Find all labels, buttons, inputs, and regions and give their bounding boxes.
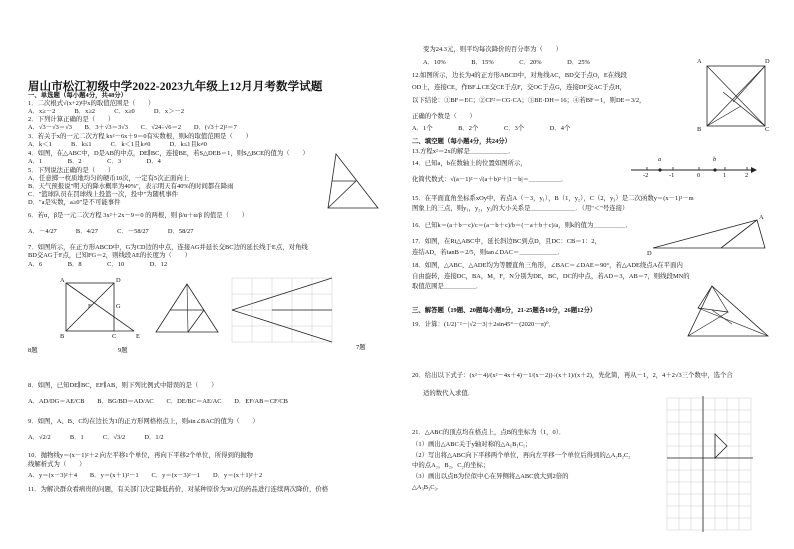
option-line: A．k＜1 B．k≤1 C．k＜1且k≠0 D．k≤1且k≠0 xyxy=(28,141,207,148)
option-line: A．y＝(x－3)²＋4 B．y＝(x＋1)²－1 C．y＝(x－3)²－1 D．y＝(x＋1)²＋2 xyxy=(28,472,263,479)
question-line: 16．已知k＝(a＋b－c)/c＝(a－b＋c)/b＝(－a＋b＋c)/a，则k的值为＿＿＿＿＿． xyxy=(412,222,632,229)
q17-figure xyxy=(649,216,769,256)
label: 1 xyxy=(723,172,727,179)
label: A xyxy=(697,58,702,65)
question-line: 线解析式为（ ） xyxy=(28,461,86,468)
option-line: A．任意掷一枚质地均匀的硬币10次，一定有5次正面向上 xyxy=(28,175,190,182)
question-line: 7．如图所示，在正方形ABCD中，G为CD边的中点，连接AG并延长交BC边的延长线于E点，对角线 xyxy=(28,244,308,251)
option-line: A．－4/27 B．4/27 C．－58/27 D．58/27 xyxy=(28,228,194,235)
question-line: 变为24.3元，则平均每次降价的百分率为（ ） xyxy=(423,46,562,53)
section-heading: 一、单选题（每小题4分，共48分） xyxy=(28,92,128,99)
option-line: D．"a是实数，a≥0"是不可能事件 xyxy=(28,199,121,206)
label: B xyxy=(697,126,702,133)
question-line: 15．在平面直角坐标系xOy中，若点A（－3，y₁），B（1，y₂），C（2，y₃）是二次函数y＝(x－1)²－m xyxy=(412,195,694,202)
option-line: B．天气预报说"明天的降水概率为40%"，表示明天有40%的时间都在降雨 xyxy=(28,183,234,190)
q9-figure xyxy=(232,278,342,344)
option-line: A．x≥－2 B．x≥2 C．x≥0 D．x＞－2 xyxy=(28,108,185,115)
question-line: 14．已知a，b在数轴上的位置如图所示， xyxy=(412,160,527,167)
question-line: 8．如图，已知DE∥BC，EF∥AB，则下列比例式中错误的是（ ） xyxy=(28,382,218,389)
option-line: A．6 B．8 C．10 D．12 xyxy=(28,261,168,268)
question-line: 2．下列计算正确的是（ ） xyxy=(28,116,115,123)
label: -2 xyxy=(643,172,649,179)
label: D xyxy=(647,250,652,257)
label: C xyxy=(765,126,770,133)
option-line: C．"篮球队员在罚球线上投篮一次，投中"为随机事件 xyxy=(28,191,179,198)
q21-coordinate-grid xyxy=(667,398,757,538)
question-line: （2）写出将△ABC向下平移两个单位，再向左平移一个单位后得到的△A₂B₂C₂ xyxy=(412,452,631,459)
question-line: 17．如图，在Rt△ABC中，延长斜边BC到点D，且DC：CB＝1：2， xyxy=(412,238,601,245)
figure-tag: 8题 xyxy=(28,347,38,354)
question-line: BD交AG于F点，已知FG＝2，则线段AE的长度为（ ） xyxy=(28,252,191,259)
label: D xyxy=(116,277,121,284)
question-line: OD上，连接CE，作BF⊥CE交CE于点F，交OC于点G，连接DF交AC于点H， xyxy=(412,84,627,91)
q8-figure xyxy=(152,280,222,340)
label: E xyxy=(136,333,140,340)
q7-figure xyxy=(58,275,138,347)
label: F xyxy=(88,303,92,310)
question-line: 10．抛物线y＝(x－1)²＋2 向左平移1个单位，再向下平移2个单位，所得到的抛物 xyxy=(28,452,254,459)
option-line: A．10% B．15% C．20% D．25% xyxy=(423,59,590,66)
question-line: 20．给出以下式子：(x²－4)/(x²－4x＋4)－1/(x－2))÷(x＋1)/(x＋2)，先化简，再从－1，2，4＋2√3三个数中，选个合 xyxy=(412,372,733,379)
label: a xyxy=(658,156,662,163)
option-line: A．√2/2 B．1 C．√3/2 D．1/2 xyxy=(28,434,164,441)
option-line: A．1个 B．2个 C．3个 D．4个 xyxy=(412,125,571,132)
option-line: A．1 B．2 C．3 D．4 xyxy=(28,158,161,165)
question-line: 9．如图，A、B、C均在边长为1的正方形网格格点上，则sin∠BAC的值为（ ） xyxy=(28,418,259,425)
q4-figure xyxy=(322,150,382,214)
label: A xyxy=(759,214,764,221)
question-line: 19．计算：(1/2)⁻²－|√2－3|＋2sin45°－(2020－π)⁰． xyxy=(412,321,555,328)
section-heading: 二、填空题（每小题4分，共24分） xyxy=(412,138,512,145)
label: B xyxy=(60,333,65,340)
figure-tag: 9题 xyxy=(118,347,128,354)
label: -1 xyxy=(669,172,675,179)
question-line: 取值范围是＿＿＿＿＿． xyxy=(412,283,483,290)
question-line: 适的数代入求值． xyxy=(423,390,475,397)
section-heading: 三、解答题（19题、20题每小题8分，21-25题各10分，26题12分） xyxy=(412,307,597,314)
question-line: 13.方程x²＝2x的解是＿＿＿＿＿＿． xyxy=(412,148,515,155)
option-line: A．√3－√3＝√3 B．3＋√3＝3√3 C．√24÷√6＝2 D．(√3＋2)²＝7 xyxy=(28,124,237,131)
q18-figure xyxy=(682,282,772,342)
question-line: 正确的个数是（ ） xyxy=(412,113,476,120)
label: 0 xyxy=(697,172,701,179)
question-line: 自由旋转，连接DC，BA，M，F，N分别为DE，BC，DC的中点，若AD＝3，AB＝7，则线段MN的 xyxy=(412,273,690,280)
option-line: A．AD/DG＝AE/CB B．BG/BD＝AD/AC C．DE/BC＝AE/AC D．EF/AB＝CF/CB xyxy=(28,398,288,405)
question-line: 中的点A₂，B₂，C₂的坐标； xyxy=(412,462,490,469)
q12-figure xyxy=(703,62,769,132)
label: A xyxy=(60,277,65,284)
question-line: 1．二次根式√(x+2)中x的取值范围是（ ） xyxy=(28,100,155,107)
label: b xyxy=(713,156,717,163)
question-line: 4．如图，在△ABC中，D是AB的中点，DE∥BC，连接BE，若S△DEB＝1，则S△BCE的值为（ ） xyxy=(28,150,309,157)
label: C xyxy=(112,333,117,340)
question-line: 5．下列说法正确的是（ ） xyxy=(28,167,115,174)
question-line: 3．若关于x的一元二次方程 kx²－6x＋9＝0有实数根，则k的取值范围是（ ） xyxy=(28,133,252,140)
question-line: （3）画出以点B为位似中心在异侧将△ABC放大到2倍的 xyxy=(412,473,569,480)
label: D xyxy=(765,58,770,65)
question-line: 以下结论：①BF＝EC；②CF²＝CG·CA；③BE·DH＝16；④若BF＝1，则DE＝3/2， xyxy=(412,97,646,104)
label: G xyxy=(116,303,121,310)
question-line: 化简代数式：√(a－1)²－√(a＋b)²＋|1－b|＝＿＿＿＿＿． xyxy=(412,176,568,183)
page-title: 眉山市松江初级中学2022-2023九年级上12月月考数学试题 xyxy=(28,81,323,93)
question-line: 11．为解决群众看病贵的问题，有关部门决定降低药价，对某种原价为30元的药品进行连续两次降价，价格 xyxy=(28,486,329,493)
question-line: 18．如图，△ABC，△ADE均为等腰直角三角形，∠BAC＝∠DAE＝90°，若△ADE绕点A在平面内 xyxy=(412,262,683,269)
label: 2 xyxy=(745,172,749,179)
question-line: 12.如图所示，边长为4的正方形ABCD中，对角线AC，BD交于点O，E在线段 xyxy=(412,72,627,79)
question-line: 6．若α，β是一元二次方程 3x²＋2x－9＝0 的两根，则 β/α＋α/β 的值是（ ） xyxy=(28,212,249,219)
figure-tag: 7题 xyxy=(356,344,366,351)
question-line: 21．△ABC的顶点均在格点上，点B的坐标为（1，0）． xyxy=(412,429,566,436)
question-line: （1）画出△ABC关于y轴对称的△A₁B₁C₁； xyxy=(412,441,532,448)
question-line: 连结AD，若tanB＝2/5，则tan∠DAC＝＿＿＿＿＿＿． xyxy=(412,249,564,256)
question-line: △A₃B₃C₃． xyxy=(412,484,444,491)
question-line: 图象上的三点，则y₁，y₂，y₃的大小关系是＿＿＿＿＿＿＿．（用"＜"号连接） xyxy=(412,205,629,212)
